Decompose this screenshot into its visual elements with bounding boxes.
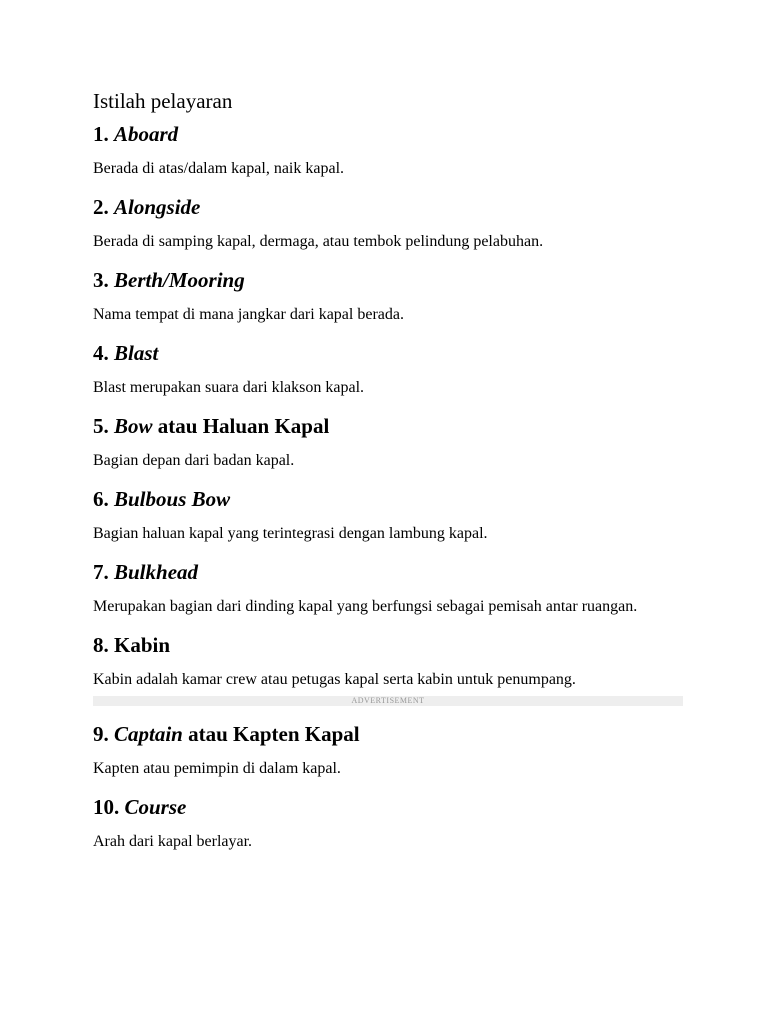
term-name: Alongside: [114, 195, 201, 219]
term-number: 10.: [93, 795, 120, 819]
term-description-7: Merupakan bagian dari dinding kapal yang berfungsi sebagai pemisah antar ruangan.: [93, 598, 638, 615]
term-name: Bulkhead: [114, 560, 199, 584]
term-heading-5: [93, 412, 683, 440]
term-name: Blast: [114, 341, 159, 365]
term-description-1: Berada di atas/dalam kapal, naik kapal.: [93, 160, 345, 177]
term-description-8: Kabin adalah kamar crew atau petugas kapal serta kabin untuk penumpang.: [93, 671, 576, 688]
term-number: 7.: [93, 560, 109, 584]
term-heading-10: [93, 793, 683, 821]
term-description-3: Nama tempat di mana jangkar dari kapal berada.: [93, 306, 404, 323]
term-name: Aboard: [114, 122, 179, 146]
term-description-10: Arah dari kapal berlayar.: [93, 833, 253, 850]
term-suffix: atau Haluan Kapal: [157, 414, 330, 438]
term-heading-9: [93, 720, 683, 748]
term-heading-6: [93, 485, 683, 513]
term-name: Berth/Mooring: [114, 268, 245, 292]
term-number: 5.: [93, 414, 109, 438]
term-heading-8: [93, 631, 683, 659]
term-suffix: Kabin: [114, 633, 171, 657]
term-heading-3: [93, 266, 683, 294]
term-name: Course: [124, 795, 187, 819]
term-number: 1.: [93, 122, 109, 146]
term-description-5: Bagian depan dari badan kapal.: [93, 452, 295, 469]
term-heading-4: [93, 339, 683, 367]
document-title: Istilah pelayaran: [93, 89, 233, 113]
term-description-2: Berada di samping kapal, dermaga, atau tembok pelindung pelabuhan.: [93, 233, 544, 250]
term-description-4: Blast merupakan suara dari klakson kapal.: [93, 379, 365, 396]
term-description-6: Bagian haluan kapal yang terintegrasi dengan lambung kapal.: [93, 525, 488, 542]
term-name: Bow: [114, 414, 153, 438]
term-heading-2: [93, 193, 683, 221]
term-number: 3.: [93, 268, 109, 292]
term-number: 4.: [93, 341, 109, 365]
term-number: 8.: [93, 633, 109, 657]
term-number: 9.: [93, 722, 109, 746]
term-name: Captain: [114, 722, 183, 746]
term-number: 2.: [93, 195, 109, 219]
document-body: [93, 86, 683, 866]
term-description-9: Kapten atau pemimpin di dalam kapal.: [93, 760, 341, 777]
term-heading-1: [93, 120, 683, 148]
term-heading-7: [93, 558, 683, 586]
term-suffix: atau Kapten Kapal: [188, 722, 360, 746]
term-number: 6.: [93, 487, 109, 511]
term-name: Bulbous Bow: [114, 487, 231, 511]
advertisement-banner[interactable]: ADVERTISEMENT: [93, 696, 683, 706]
